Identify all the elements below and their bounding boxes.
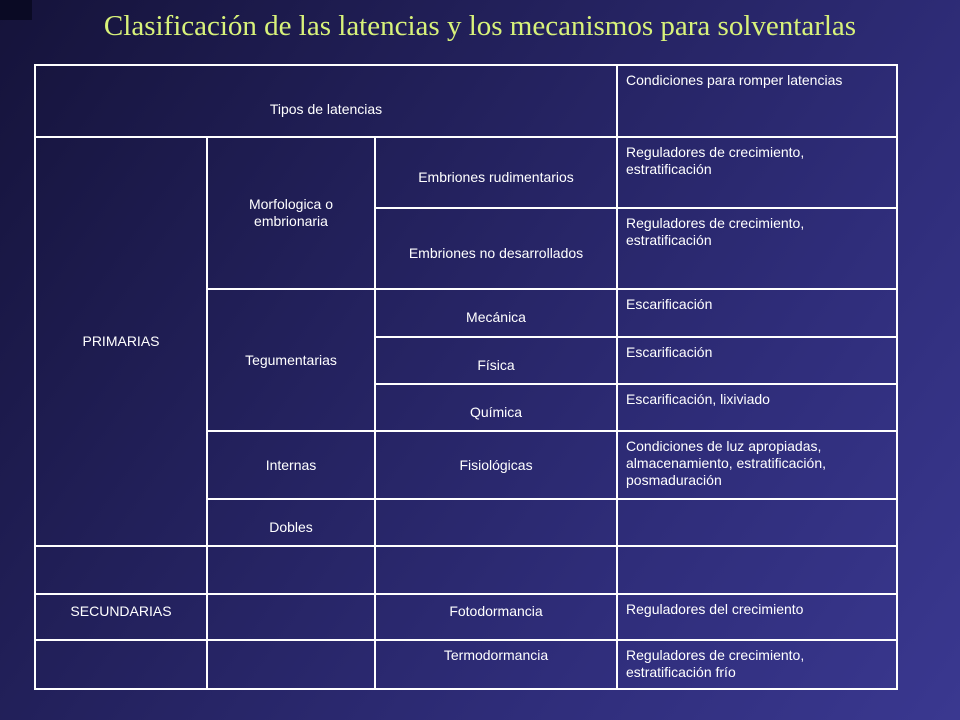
cell-embriones-no-desarrollados: Embriones no desarrollados [375,208,617,289]
empty-cell [207,594,375,640]
table-row [35,594,897,640]
empty-cell [617,546,897,594]
empty-cell [35,640,207,689]
cell-fisiologicas-cond: Condiciones de luz apropiadas, almacenamiento, estratificación, posmaduración [617,431,897,499]
cell-fisica: Física [375,337,617,384]
table-row [35,137,897,208]
cell-quimica: Química [375,384,617,431]
cell-morfologica: Morfologica o embrionaria [207,137,375,289]
cell-primarias: PRIMARIAS [35,137,207,546]
table-row [35,640,897,689]
cell-fotodormancia: Fotodormancia [375,594,617,640]
cell-termodormancia: Termodormancia [375,640,617,689]
cell-embriones-rudimentarios: Embriones rudimentarios [375,137,617,208]
header-conditions: Condiciones para romper latencias [617,65,897,137]
cell-quimica-cond: Escarificación, lixiviado [617,384,897,431]
table-row [35,65,897,137]
empty-cell [207,546,375,594]
cell-embriones-rudimentarios-cond: Reguladores de crecimiento, estratificación [617,137,897,208]
cell-fisica-cond: Escarificación [617,337,897,384]
empty-cell [617,499,897,546]
empty-cell [375,499,617,546]
cell-dobles: Dobles [207,499,375,546]
cell-secundarias: SECUNDARIAS [35,594,207,640]
header-latency-types: Tipos de latencias [35,65,617,137]
latency-table [34,64,898,690]
slide-title: Clasificación de las latencias y los mecanismos para solventarlas [103,10,857,42]
cell-fisiologicas: Fisiológicas [375,431,617,499]
empty-cell [207,640,375,689]
cell-mecanica: Mecánica [375,289,617,337]
cell-mecanica-cond: Escarificación [617,289,897,337]
cell-embriones-no-desarrollados-cond: Reguladores de crecimiento, estratificación [617,208,897,289]
table-row [35,546,897,594]
empty-cell [375,546,617,594]
cell-internas: Internas [207,431,375,499]
cell-termodormancia-cond: Reguladores de crecimiento, estratificación frío [617,640,897,689]
cell-tegumentarias: Tegumentarias [207,289,375,431]
cell-fotodormancia-cond: Reguladores del crecimiento [617,594,897,640]
empty-cell [35,546,207,594]
